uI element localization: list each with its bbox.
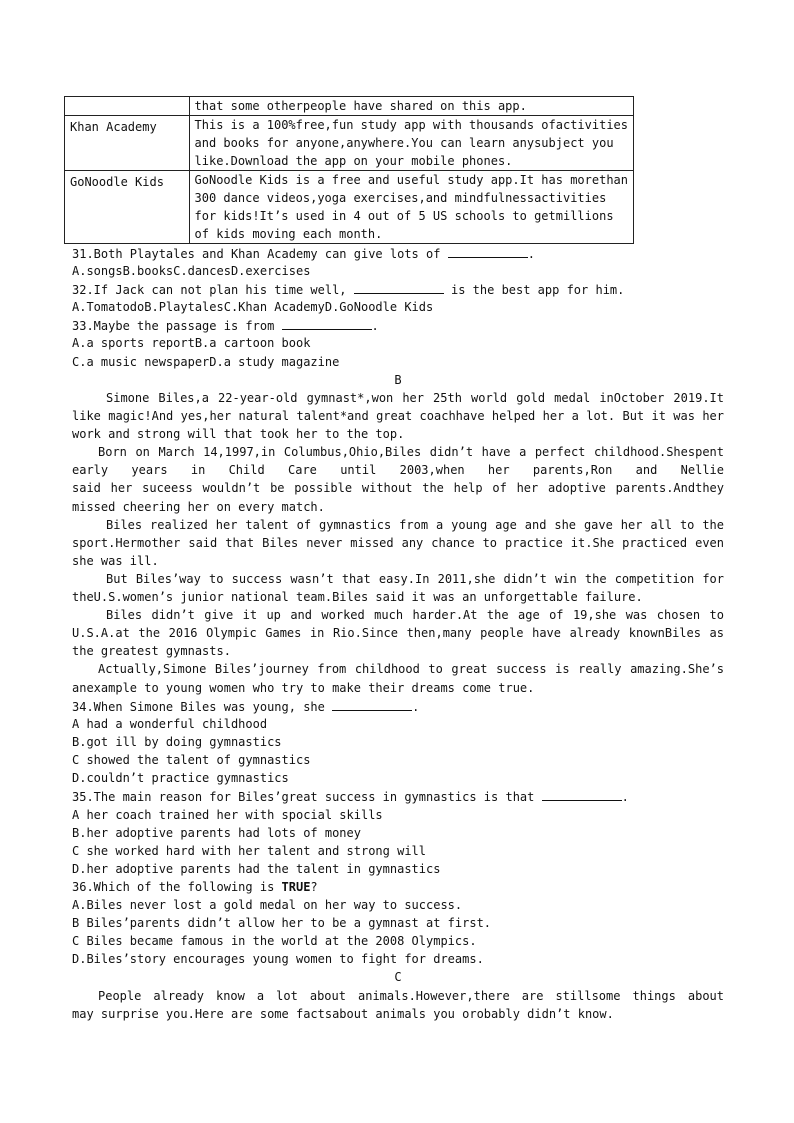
question-34: 34.When Simone Biles was young, she . (72, 697, 724, 715)
questions-31-33 (72, 244, 724, 389)
description-line: like.Download the app on your mobile phones. (194, 154, 513, 168)
section-heading-c: C (394, 970, 402, 985)
answer-option[interactable]: D.her adoptive parents had the talent in gymnastics (72, 861, 441, 876)
passage-line: Actually,Simone Biles’journey from childhood to great success is really amazing.She’s (98, 662, 724, 677)
question-32: 32.If Jack can not plan his time well, is the best app for him. (72, 280, 724, 298)
description-line: 300 dance videos,yoga exercises,and mindfulnessactivities (194, 191, 607, 205)
answer-blank[interactable] (448, 244, 528, 258)
app-row (65, 116, 634, 171)
app-name: GoNoodle Kids (65, 171, 190, 244)
question-31: 31.Both Playtales and Khan Academy can give lots of . (72, 244, 724, 262)
description-line: that some otherpeople have shared on this app. (194, 99, 527, 113)
app-description (189, 171, 633, 244)
description-line: GoNoodle Kids is a free and useful study app.It has morethan (194, 173, 628, 187)
question-33: 33.Maybe the passage is from . (72, 316, 724, 334)
passage-line: Simone Biles,a 22-year-old gymnast*,won her 25th world gold medal inOctober 2019.It (106, 391, 724, 405)
answer-option[interactable]: C Biles became famous in the world at the 2008 Olympics. (72, 934, 477, 949)
passage-line: theU.S.women’s junior national team.Biles said it was an unforgettable failure. (72, 590, 643, 605)
passage-line: sport.Hermother said that Biles never missed any chance to practice it.She practiced even (72, 535, 724, 550)
passage-line: Biles didn’t give it up and worked much harder.At the age of 19,she was chosen to (106, 608, 724, 623)
app-row (65, 97, 634, 116)
question-33-option-cd: C.a music newspaperD.a study magazine (72, 354, 340, 369)
question-36: 36.Which of the following is TRUE? (72, 879, 318, 894)
passage-line: anexample to young women who try to make their dreams come true. (72, 680, 535, 695)
passage-line: may surprise you.Here are some factsabout animals you orobably didn’t know. (72, 1007, 614, 1022)
answer-blank[interactable] (354, 280, 444, 294)
passage-line: said her suceess wouldn’t be possible without the help of her adoptive parents.Andthey (72, 481, 724, 496)
answer-option[interactable]: A had a wonderful childhood (72, 717, 268, 732)
passage-line: U.S.A.at the 2016 Olympic Games in Rio.Since then,many people have already knownBiles as (72, 626, 724, 641)
question-33-option-ab: A.a sports reportB.a cartoon book (72, 336, 311, 351)
passage-line: like magic!And yes,her natural talent*and great coachhave helped her a lot. But it was her (72, 409, 724, 424)
answer-blank[interactable] (332, 697, 412, 711)
description-line: for kids!It’s used in 4 out of 5 US schools to getmillions (194, 209, 614, 223)
passage-line: But Biles’way to success wasn’t that easy.In 2011,she didn’t win the competition for (106, 571, 724, 586)
passage-line: work and strong will that took her to the top. (72, 427, 405, 442)
app-description (189, 97, 633, 116)
description-line: of kids moving each month. (194, 227, 383, 241)
description-line: and books for anyone,anywhere.You can learn anysubject you (194, 136, 614, 150)
answer-option[interactable]: B.her adoptive parents had lots of money (72, 825, 361, 840)
answer-option[interactable]: B.got ill by doing gymnastics (72, 735, 282, 750)
app-description (189, 116, 633, 171)
passage-line: Born on March 14,1997,in Columbus,Ohio,Biles didn’t have a perfect childhood.Shespent (98, 445, 724, 460)
passage-c (72, 987, 724, 1023)
answer-option[interactable]: C showed the talent of gymnastics (72, 753, 311, 768)
passage-line: the greatest gymnasts. (72, 644, 231, 659)
answer-option[interactable]: A.Biles never lost a gold medal on her way to success. (72, 898, 463, 913)
description-line: This is a 100%free,fun study app with thousands ofactivities (194, 118, 628, 132)
answer-option[interactable]: C she worked hard with her talent and strong will (72, 843, 427, 858)
passage-line: Biles realized her talent of gymnastics from a young age and she gave her all to the (106, 517, 724, 532)
answer-option[interactable]: D.couldn’t practice gymnastics (72, 771, 289, 786)
app-name: Khan Academy (65, 116, 190, 171)
questions-34-36 (72, 697, 724, 987)
emphasis-true: TRUE (281, 879, 311, 894)
app-table (64, 96, 634, 244)
app-row (65, 171, 634, 244)
section-heading-b: B (394, 372, 402, 387)
passage-line: early years in Child Care until 2003,when her parents,Ron and Nellie (72, 463, 724, 478)
question-35: 35.The main reason for Biles’great success in gymnastics is that . (72, 787, 724, 805)
passage-line: missed cheering her on every match. (72, 499, 325, 514)
passage-line: she was ill. (72, 553, 159, 568)
passage-b (72, 389, 724, 697)
answer-option[interactable]: B Biles’parents didn’t allow her to be a gymnast at first. (72, 916, 492, 931)
answer-blank[interactable] (282, 316, 372, 330)
app-name (65, 97, 190, 116)
question-31-options: A.songsB.booksC.dancesD.exercises (72, 264, 311, 279)
answer-option[interactable]: D.Biles’story encourages young women to fight for dreams. (72, 952, 484, 967)
passage-line: People already know a lot about animals.However,there are stillsome things about (98, 989, 724, 1003)
answer-option[interactable]: A her coach trained her with spocial skills (72, 807, 383, 822)
question-32-options: A.TomatodoB.PlaytalesC.Khan AcademyD.GoNoodle Kids (72, 300, 434, 315)
answer-blank[interactable] (542, 787, 622, 801)
